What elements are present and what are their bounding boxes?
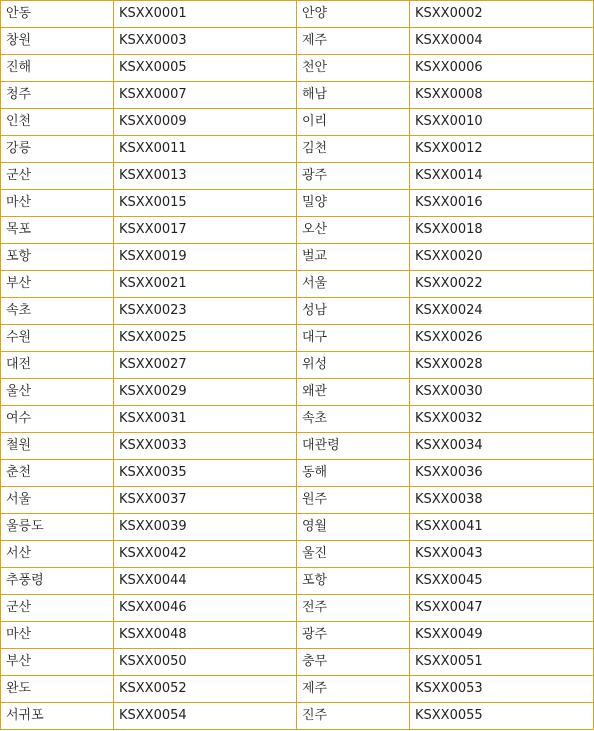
city-code-cell: KSXX0055 xyxy=(410,703,594,730)
table-row xyxy=(1,271,594,298)
city-code-cell: KSXX0006 xyxy=(410,55,594,82)
city-code-cell: KSXX0045 xyxy=(410,568,594,595)
table-row xyxy=(1,190,594,217)
city-code-cell: KSXX0033 xyxy=(114,433,297,460)
city-name-cell: 울진 xyxy=(297,541,410,568)
city-code-cell: KSXX0053 xyxy=(410,676,594,703)
city-name-cell: 진주 xyxy=(297,703,410,730)
table-row xyxy=(1,460,594,487)
city-name-cell: 추풍령 xyxy=(1,568,114,595)
city-code-cell: KSXX0034 xyxy=(410,433,594,460)
table-row xyxy=(1,109,594,136)
city-name-cell: 제주 xyxy=(297,676,410,703)
city-code-cell: KSXX0002 xyxy=(410,1,594,28)
city-name-cell: 부산 xyxy=(1,271,114,298)
city-name-cell: 천안 xyxy=(297,55,410,82)
city-name-cell: 대전 xyxy=(1,352,114,379)
city-code-cell: KSXX0031 xyxy=(114,406,297,433)
table-row xyxy=(1,82,594,109)
city-code-cell: KSXX0041 xyxy=(410,514,594,541)
table-body xyxy=(1,1,594,730)
city-name-cell: 춘천 xyxy=(1,460,114,487)
city-name-cell: 벌교 xyxy=(297,244,410,271)
city-name-cell: 이리 xyxy=(297,109,410,136)
city-code-cell: KSXX0026 xyxy=(410,325,594,352)
table-row xyxy=(1,55,594,82)
city-code-cell: KSXX0049 xyxy=(410,622,594,649)
city-code-cell: KSXX0051 xyxy=(410,649,594,676)
city-name-cell: 포항 xyxy=(1,244,114,271)
table-row xyxy=(1,676,594,703)
city-code-cell: KSXX0052 xyxy=(114,676,297,703)
city-name-cell: 광주 xyxy=(297,622,410,649)
city-name-cell: 서귀포 xyxy=(1,703,114,730)
city-code-cell: KSXX0001 xyxy=(114,1,297,28)
city-code-cell: KSXX0004 xyxy=(410,28,594,55)
city-code-cell: KSXX0046 xyxy=(114,595,297,622)
city-code-cell: KSXX0013 xyxy=(114,163,297,190)
table-row xyxy=(1,703,594,730)
city-name-cell: 군산 xyxy=(1,595,114,622)
city-name-cell: 성남 xyxy=(297,298,410,325)
city-code-cell: KSXX0030 xyxy=(410,379,594,406)
city-name-cell: 위성 xyxy=(297,352,410,379)
city-code-cell: KSXX0010 xyxy=(410,109,594,136)
table-row xyxy=(1,136,594,163)
city-name-cell: 마산 xyxy=(1,622,114,649)
city-code-cell: KSXX0018 xyxy=(410,217,594,244)
city-name-cell: 청주 xyxy=(1,82,114,109)
city-name-cell: 포항 xyxy=(297,568,410,595)
city-code-cell: KSXX0022 xyxy=(410,271,594,298)
table-row xyxy=(1,649,594,676)
table-row xyxy=(1,514,594,541)
city-name-cell: 전주 xyxy=(297,595,410,622)
city-code-cell: KSXX0012 xyxy=(410,136,594,163)
city-code-cell: KSXX0038 xyxy=(410,487,594,514)
city-code-cell: KSXX0028 xyxy=(410,352,594,379)
city-code-cell: KSXX0016 xyxy=(410,190,594,217)
city-code-cell: KSXX0032 xyxy=(410,406,594,433)
city-name-cell: 밀양 xyxy=(297,190,410,217)
city-code-cell: KSXX0054 xyxy=(114,703,297,730)
city-name-cell: 철원 xyxy=(1,433,114,460)
city-name-cell: 오산 xyxy=(297,217,410,244)
table-row xyxy=(1,244,594,271)
table-row xyxy=(1,1,594,28)
city-code-cell: KSXX0009 xyxy=(114,109,297,136)
table-row xyxy=(1,406,594,433)
city-code-cell: KSXX0029 xyxy=(114,379,297,406)
table-row xyxy=(1,217,594,244)
city-name-cell: 김천 xyxy=(297,136,410,163)
city-name-cell: 창원 xyxy=(1,28,114,55)
city-code-cell: KSXX0014 xyxy=(410,163,594,190)
city-name-cell: 동해 xyxy=(297,460,410,487)
city-code-cell: KSXX0021 xyxy=(114,271,297,298)
city-name-cell: 원주 xyxy=(297,487,410,514)
city-code-cell: KSXX0020 xyxy=(410,244,594,271)
table-row xyxy=(1,28,594,55)
city-code-cell: KSXX0048 xyxy=(114,622,297,649)
table-row xyxy=(1,163,594,190)
city-name-cell: 영월 xyxy=(297,514,410,541)
city-name-cell: 부산 xyxy=(1,649,114,676)
city-name-cell: 속초 xyxy=(297,406,410,433)
table-row xyxy=(1,568,594,595)
city-code-cell: KSXX0008 xyxy=(410,82,594,109)
city-name-cell: 충무 xyxy=(297,649,410,676)
city-code-cell: KSXX0044 xyxy=(114,568,297,595)
table-row xyxy=(1,433,594,460)
city-name-cell: 목포 xyxy=(1,217,114,244)
table-row xyxy=(1,541,594,568)
city-code-cell: KSXX0005 xyxy=(114,55,297,82)
city-name-cell: 해남 xyxy=(297,82,410,109)
table-row xyxy=(1,298,594,325)
city-name-cell: 서울 xyxy=(297,271,410,298)
city-code-cell: KSXX0027 xyxy=(114,352,297,379)
city-code-cell: KSXX0047 xyxy=(410,595,594,622)
city-name-cell: 인천 xyxy=(1,109,114,136)
city-name-cell: 강릉 xyxy=(1,136,114,163)
city-name-cell: 서산 xyxy=(1,541,114,568)
city-code-cell: KSXX0017 xyxy=(114,217,297,244)
table-row xyxy=(1,352,594,379)
city-name-cell: 대관령 xyxy=(297,433,410,460)
city-code-cell: KSXX0036 xyxy=(410,460,594,487)
city-code-cell: KSXX0050 xyxy=(114,649,297,676)
city-name-cell: 제주 xyxy=(297,28,410,55)
city-name-cell: 울산 xyxy=(1,379,114,406)
city-name-cell: 군산 xyxy=(1,163,114,190)
city-name-cell: 안동 xyxy=(1,1,114,28)
city-name-cell: 왜관 xyxy=(297,379,410,406)
city-code-cell: KSXX0023 xyxy=(114,298,297,325)
city-name-cell: 마산 xyxy=(1,190,114,217)
city-name-cell: 수원 xyxy=(1,325,114,352)
city-code-cell: KSXX0042 xyxy=(114,541,297,568)
city-name-cell: 여수 xyxy=(1,406,114,433)
city-name-cell: 속초 xyxy=(1,298,114,325)
city-code-cell: KSXX0037 xyxy=(114,487,297,514)
city-code-cell: KSXX0007 xyxy=(114,82,297,109)
city-code-cell: KSXX0024 xyxy=(410,298,594,325)
city-code-cell: KSXX0003 xyxy=(114,28,297,55)
city-code-cell: KSXX0019 xyxy=(114,244,297,271)
city-code-cell: KSXX0015 xyxy=(114,190,297,217)
table-row xyxy=(1,595,594,622)
city-code-cell: KSXX0043 xyxy=(410,541,594,568)
city-name-cell: 울릉도 xyxy=(1,514,114,541)
city-code-cell: KSXX0035 xyxy=(114,460,297,487)
city-name-cell: 광주 xyxy=(297,163,410,190)
table-row xyxy=(1,379,594,406)
city-name-cell: 서울 xyxy=(1,487,114,514)
city-code-cell: KSXX0025 xyxy=(114,325,297,352)
city-code-cell: KSXX0011 xyxy=(114,136,297,163)
table-row xyxy=(1,487,594,514)
city-name-cell: 진해 xyxy=(1,55,114,82)
table-row xyxy=(1,325,594,352)
city-name-cell: 완도 xyxy=(1,676,114,703)
city-name-cell: 대구 xyxy=(297,325,410,352)
city-code-cell: KSXX0039 xyxy=(114,514,297,541)
city-name-cell: 안양 xyxy=(297,1,410,28)
table-row xyxy=(1,622,594,649)
